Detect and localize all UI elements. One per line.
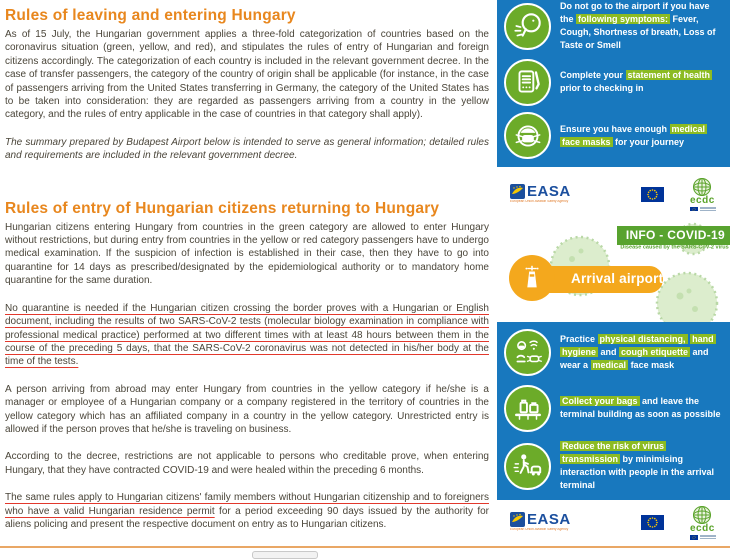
easa-logo: [510, 184, 616, 205]
page-bottom-divider: [0, 546, 730, 548]
advice-text: Practice physical distancing, hand hygiene and cough etiquette and wear a medical face mask: [560, 334, 714, 370]
advice-text: Reduce the risk of virus transmission by minimising interaction with people in the arrival terminal: [560, 441, 715, 490]
advice-item-symptoms: [504, 0, 724, 52]
paragraph-family-members-rest: for a period exceeding 90 days issued by the authority for aliens policing and present the respective document on entry as to Hungarian citizens.: [5, 505, 489, 530]
bottom-scroll-thumb[interactable]: [252, 551, 318, 559]
leave-terminal-icon: [504, 443, 551, 490]
advice-item-bags: [504, 385, 724, 432]
info-covid-section: [497, 211, 730, 322]
eu-flag-icon: [641, 515, 664, 530]
advice-item-statement: [504, 59, 724, 106]
eu-flag-small-icon: [690, 535, 698, 540]
advice-text: Complete your statement of health prior to checking in: [560, 70, 711, 93]
easa-wordmark: EASA: [527, 182, 571, 200]
advice-text: Ensure you have enough medical face masks for your journey: [560, 123, 706, 147]
paragraph-no-quarantine: [5, 302, 489, 369]
covid-infographic-sidebar: [497, 0, 730, 555]
face-mask-icon: [504, 112, 551, 159]
article-column: [5, 6, 489, 531]
arrival-advice-panel: [497, 322, 730, 500]
easa-logo: [510, 512, 616, 533]
easa-mark-icon: [510, 512, 525, 527]
advice-text: Do not go to the airport if you have the following symptoms: Fever, Cough, Shortness of breath, Loss of Taste or Smell: [560, 1, 716, 50]
paragraph-recovered: According to the decree, restrictions are not applicable to persons who creditable prove, when entering Hungary, that they have contracted COVID-19 and were healed within the preceding 6 months.: [5, 451, 489, 476]
ecdc-wordmark: ecdc: [690, 194, 715, 206]
easa-wordmark: EASA: [527, 510, 571, 528]
red-underlined-text: The same rules apply to Hungarian citizens' family members without Hungarian citizenship and to foreigners who have a valid Hungarian residence permit: [5, 492, 489, 517]
section-heading-leaving: Rules of leaving and entering Hungary: [5, 7, 296, 24]
paragraph-family-members: [5, 491, 489, 531]
agency-logos-row: [497, 175, 730, 213]
baggage-carousel-icon: [504, 385, 551, 432]
eu-flag-icon: [641, 187, 664, 202]
section-heading-entry: Rules of entry of Hungarian citizens returning to Hungary: [5, 199, 440, 217]
advice-item-masks: [504, 112, 724, 159]
easa-mark-icon: [510, 184, 525, 199]
paragraph-summary-note: The summary prepared by Budapest Airport below is intended to serve as general information; detailed rules and requirements are included in the relevant government decree.: [5, 136, 489, 162]
paragraph-yellow-category: A person arriving from abroad may enter Hungary from countries in the yellow category if he/she is a manager or employee of a Hungarian company or a company registered in the territory of countries in the yellow category which has an affiliated company in a country in the yellow category. Unrestricted entry is allowed if the person proves that he/she is traveling on business.: [5, 383, 489, 435]
advice-item-hygiene: [504, 329, 724, 376]
arrival-airport-label: Arrival airport: [571, 271, 664, 286]
ecdc-wordmark: ecdc: [690, 522, 715, 534]
easa-subtitle: European Union Aviation Safety Agency: [510, 527, 569, 531]
departure-advice-panel: [497, 0, 730, 167]
advice-text: Collect your bags and leave the terminal building as soon as possible: [560, 396, 721, 419]
advice-item-reduce-risk: [504, 440, 724, 492]
ecdc-caption-lines: [700, 535, 716, 539]
info-covid-subtitle: Disease caused by the SARS-CoV-2 virus: [620, 245, 729, 251]
health-statement-icon: [504, 59, 551, 106]
agency-logos-row: [497, 503, 730, 541]
paragraph-categories: Hungarian citizens entering Hungary from countries in the green category are allowed to enter Hungary without restrictions, but during entry from countries in the yellow or red category passengers have to undergo medical examination. If the suspicion of infection is established in their case, then they have to go into quarantine for 14 days as prescribed/designated by the epidemiological authority or to mandatory home quarantine for the same duration.: [5, 221, 489, 287]
paragraph-categorization: As of 15 July, the Hungarian government applies a three-fold categorization of countries based on the coronavirus situation (green, yellow, and red), and stipulates the rules of entry of Hungarian and foreign citizens accordingly. The categorization of each country is included in the relevant government decree. In the case of transfer passengers, the category of the country of origin shall be applicable (for instance, in the case of passengers arriving from the United States transferring in Germany, the category of the United States has to be taken into consideration: they are regarded as passengers arriving from a country in the yellow category, and the rules of entry applicable in the case of countries in that category shall apply).: [5, 29, 489, 121]
control-tower-icon: [509, 255, 555, 301]
hygiene-pictograms-icon: [504, 329, 551, 376]
coughing-person-icon: [504, 3, 551, 50]
red-underlined-text: No quarantine is needed if the Hungarian citizen crossing the border proves with a Hungarian or English document, including the results of two SARS-CoV-2 tests (molecular biology examination in compliance with professional medical practice) performed at two different times with at least 48 hours between them in the course of the preceding 5 days, that the SARS-CoV-2 coronavirus was not detected in his/her body at the time of the tests.: [5, 302, 489, 368]
ecdc-logo: [690, 177, 716, 212]
info-covid-banner: INFO - COVID-19: [617, 226, 730, 245]
ecdc-logo: [690, 505, 716, 540]
easa-subtitle: European Union Aviation Safety Agency: [510, 199, 569, 203]
